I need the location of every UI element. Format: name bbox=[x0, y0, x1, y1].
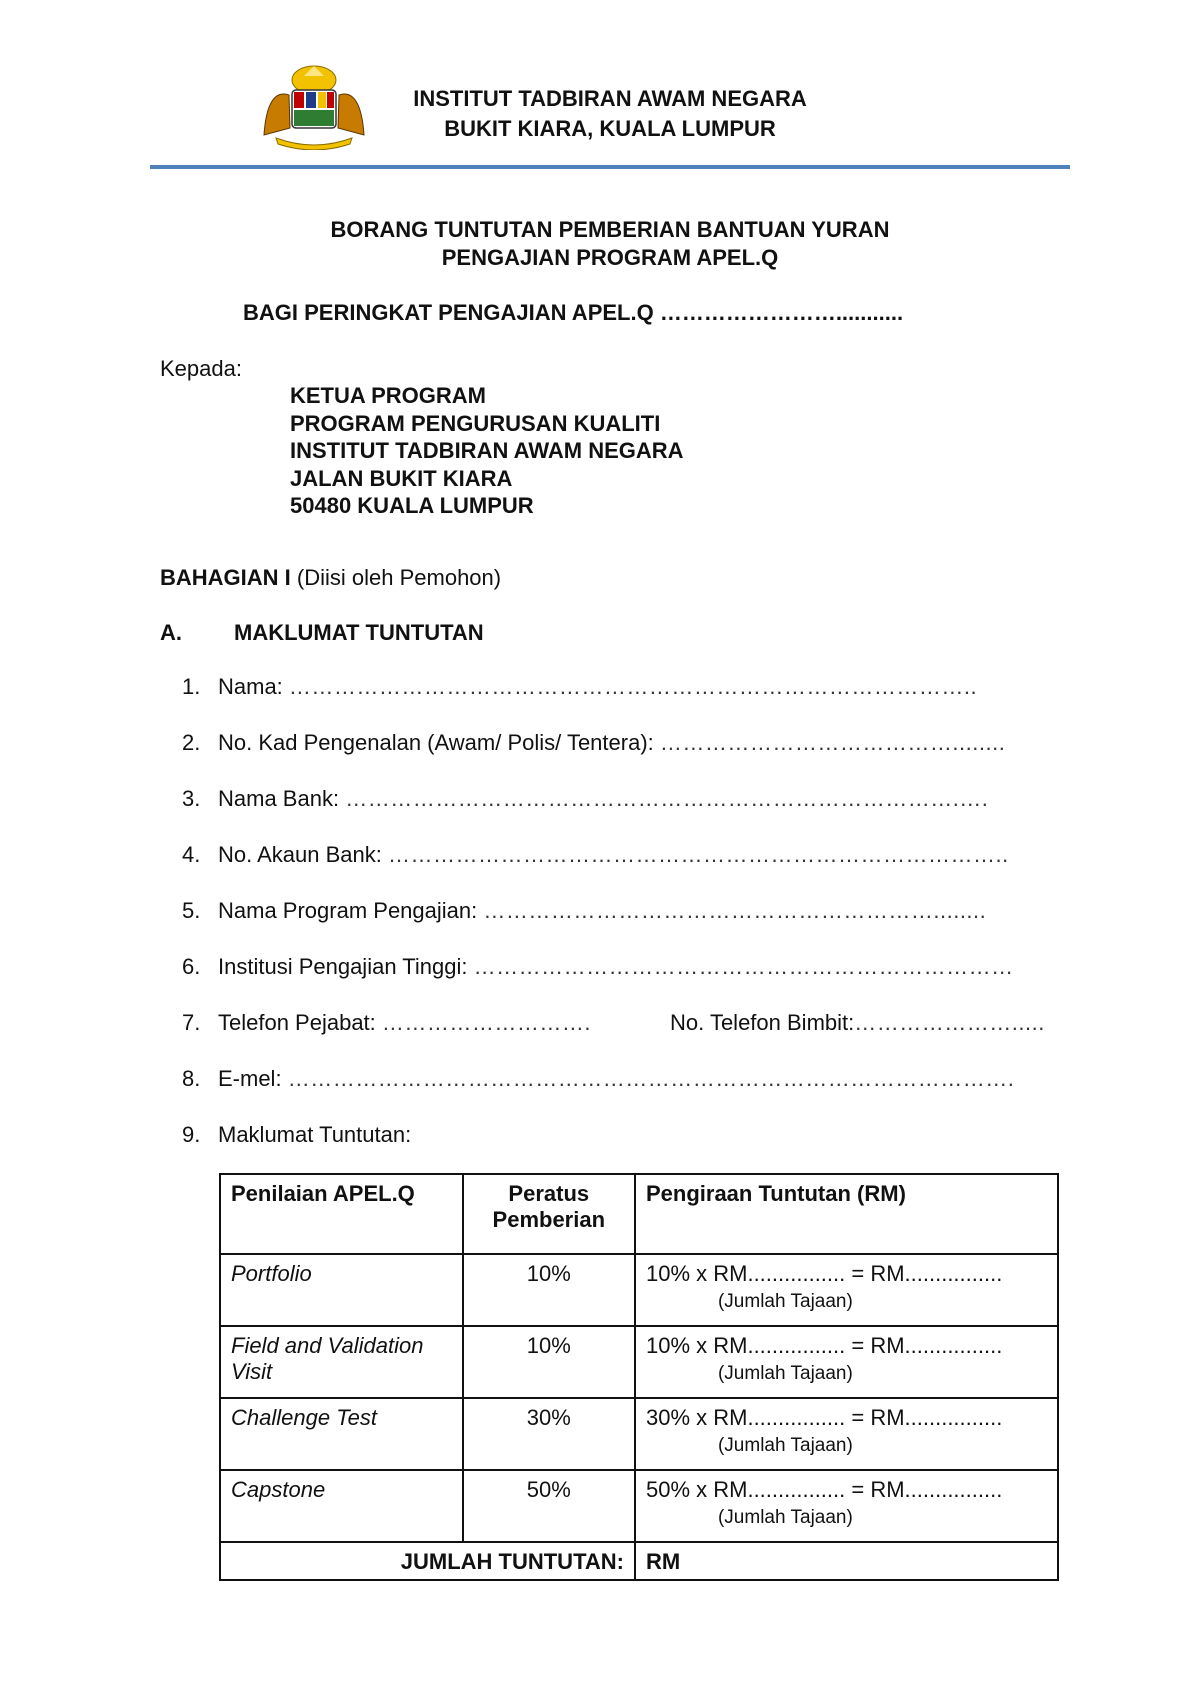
percent-cell: 50% bbox=[463, 1470, 635, 1542]
address-line: PROGRAM PENGURUSAN KUALITI bbox=[290, 410, 661, 436]
recipient-address bbox=[290, 382, 684, 520]
field-blank[interactable]: ……………………………………………………………… bbox=[473, 954, 1014, 979]
field-blank[interactable]: ……………………………………………………........ bbox=[483, 898, 987, 923]
field-label: Nama Program Pengajian: bbox=[218, 898, 478, 923]
institute-name: INSTITUT TADBIRAN AWAM NEGARA bbox=[413, 86, 807, 111]
address-line: JALAN BUKIT KIARA bbox=[290, 465, 513, 491]
field-phone[interactable] bbox=[182, 1010, 1062, 1036]
field-label: Maklumat Tuntutan: bbox=[218, 1122, 412, 1147]
part-title: MAKLUMAT TUNTUTAN bbox=[234, 620, 484, 645]
field-label: E-mel: bbox=[218, 1066, 282, 1091]
calc-formula[interactable]: 10% x RM................ = RM................ bbox=[645, 1261, 1003, 1286]
table-row bbox=[220, 1470, 1058, 1542]
total-row bbox=[220, 1542, 1058, 1580]
calc-cell[interactable] bbox=[635, 1254, 1058, 1326]
field-claim-details bbox=[182, 1122, 1062, 1148]
field-label-mobile: No. Telefon Bimbit: bbox=[670, 1010, 855, 1035]
assessment-cell: Capstone bbox=[220, 1470, 463, 1542]
calc-note: (Jumlah Tajaan) bbox=[717, 1363, 853, 1384]
field-number: 3. bbox=[182, 786, 201, 811]
field-email[interactable] bbox=[182, 1066, 1062, 1092]
header-divider bbox=[150, 165, 1070, 169]
part-letter: A. bbox=[160, 620, 182, 645]
field-label: Telefon Pejabat: bbox=[218, 1010, 376, 1035]
calc-cell[interactable] bbox=[635, 1398, 1058, 1470]
institute-heading bbox=[360, 84, 860, 144]
field-number: 6. bbox=[182, 954, 201, 979]
percent-cell: 10% bbox=[463, 1254, 635, 1326]
table-row bbox=[220, 1254, 1058, 1326]
field-blank[interactable]: …………………………………........ bbox=[659, 730, 1006, 755]
part-heading bbox=[160, 620, 484, 646]
calc-formula[interactable]: 10% x RM................ = RM................ bbox=[645, 1333, 1003, 1358]
field-blank[interactable]: ……………………………………………………………………………….. bbox=[288, 674, 978, 699]
total-value[interactable]: RM bbox=[635, 1542, 1058, 1580]
address-line: KETUA PROGRAM bbox=[290, 383, 486, 408]
office-phone-blank[interactable]: ………………………. bbox=[381, 1010, 592, 1035]
column-header: Pengiraan Tuntutan (RM) bbox=[635, 1174, 1058, 1254]
field-label: No. Kad Pengenalan (Awam/ Polis/ Tentera): bbox=[218, 730, 654, 755]
form-title bbox=[150, 216, 1070, 272]
calc-cell[interactable] bbox=[635, 1470, 1058, 1542]
field-bank-name[interactable] bbox=[182, 786, 1062, 812]
calc-note: (Jumlah Tajaan) bbox=[717, 1291, 853, 1312]
field-blank[interactable]: ……………………………………………………………………….. bbox=[388, 842, 1009, 867]
column-header: Penilaian APEL.Q bbox=[220, 1174, 463, 1254]
form-title-line-2: PENGAJIAN PROGRAM APEL.Q bbox=[441, 245, 779, 270]
claim-table bbox=[219, 1173, 1059, 1581]
section-heading bbox=[160, 565, 501, 591]
field-label: No. Akaun Bank: bbox=[218, 842, 382, 867]
form-title-line-1: BORANG TUNTUTAN PEMBERIAN BANTUAN YURAN bbox=[330, 217, 890, 242]
field-number: 9. bbox=[182, 1122, 201, 1147]
calc-note: (Jumlah Tajaan) bbox=[717, 1435, 853, 1456]
field-institution[interactable] bbox=[182, 954, 1062, 980]
calc-formula[interactable]: 50% x RM................ = RM................ bbox=[645, 1477, 1003, 1502]
column-header: Peratus Pemberian bbox=[463, 1174, 635, 1254]
field-number: 8. bbox=[182, 1066, 201, 1091]
assessment-cell: Field and Validation Visit bbox=[220, 1326, 463, 1398]
field-name[interactable] bbox=[182, 674, 1062, 700]
address-line: INSTITUT TADBIRAN AWAM NEGARA bbox=[290, 438, 684, 463]
field-program-name[interactable] bbox=[182, 898, 1062, 924]
field-number: 2. bbox=[182, 730, 201, 755]
study-level-field[interactable]: BAGI PERINGKAT PENGAJIAN APEL.Q ……………………........... bbox=[243, 300, 904, 325]
calc-cell[interactable] bbox=[635, 1326, 1058, 1398]
malaysia-coat-of-arms-icon bbox=[254, 60, 374, 150]
field-label: Institusi Pengajian Tinggi: bbox=[218, 954, 468, 979]
field-blank[interactable]: ……………………………………………………………………………………. bbox=[287, 1066, 1015, 1091]
field-blank[interactable]: ……………………………………………………………………….…. bbox=[345, 786, 989, 811]
mobile-phone-blank[interactable]: …………………..... bbox=[854, 1010, 1045, 1035]
table-row bbox=[220, 1398, 1058, 1470]
section-subtitle: (Diisi oleh Pemohon) bbox=[296, 565, 502, 590]
address-line: 50480 KUALA LUMPUR bbox=[290, 493, 534, 518]
calc-formula[interactable]: 30% x RM................ = RM................ bbox=[645, 1405, 1003, 1430]
calc-note: (Jumlah Tajaan) bbox=[717, 1507, 853, 1528]
field-number: 1. bbox=[182, 674, 201, 699]
percent-cell: 10% bbox=[463, 1326, 635, 1398]
field-label: Nama Bank: bbox=[218, 786, 340, 811]
institute-location: BUKIT KIARA, KUALA LUMPUR bbox=[444, 116, 776, 141]
recipient-label: Kepada: bbox=[160, 356, 242, 381]
field-label: Nama: bbox=[218, 674, 283, 699]
table-row bbox=[220, 1326, 1058, 1398]
field-number: 5. bbox=[182, 898, 201, 923]
field-ic-number[interactable] bbox=[182, 730, 1062, 756]
total-label: JUMLAH TUNTUTAN: bbox=[220, 1542, 635, 1580]
field-number: 4. bbox=[182, 842, 201, 867]
percent-cell: 30% bbox=[463, 1398, 635, 1470]
table-header-row bbox=[220, 1174, 1058, 1254]
field-number: 7. bbox=[182, 1010, 201, 1035]
assessment-cell: Challenge Test bbox=[220, 1398, 463, 1470]
assessment-cell: Portfolio bbox=[220, 1254, 463, 1326]
field-bank-account[interactable] bbox=[182, 842, 1062, 868]
section-title: BAHAGIAN I bbox=[160, 565, 291, 590]
